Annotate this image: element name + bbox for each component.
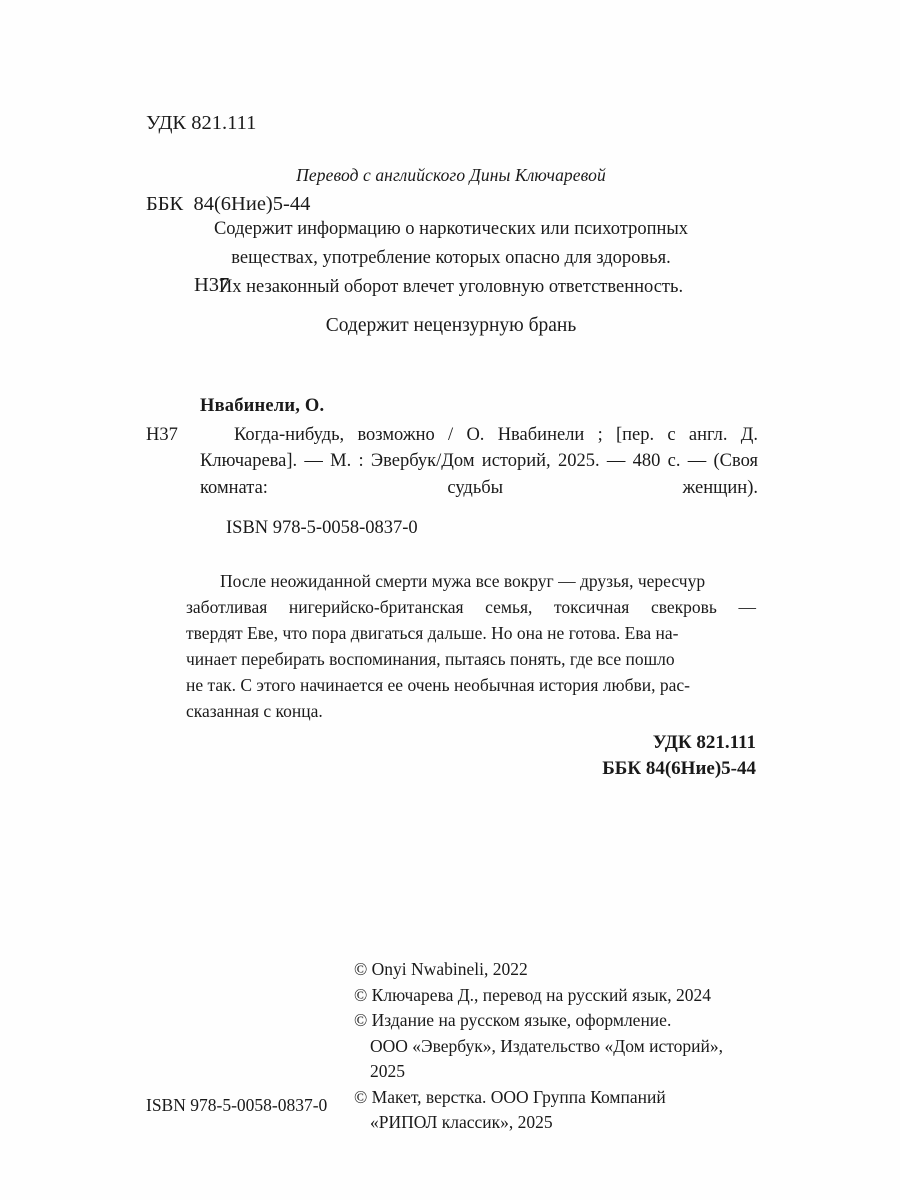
annotation-line-2-word-1: заботливая — [186, 597, 268, 617]
copyright-line-layout-company: «РИПОЛ классик», 2025 — [370, 1112, 553, 1132]
annotation-line-2-word-2: нигерийско-британская — [288, 597, 464, 617]
substance-warning — [146, 215, 756, 302]
record-sigla: Н37 — [146, 424, 178, 445]
udk-code-bottom: УДК 821.111 — [652, 732, 756, 753]
annotation-line-4: чинает перебирать воспоминания, пытаясь понять, где все пошло — [186, 649, 675, 669]
annotation-line-5: не так. С этого начинается ее очень необычная история любви, рас- — [186, 675, 690, 695]
sigla-code-top: Н37 — [194, 274, 230, 296]
copyright-line-translator: © Ключарева Д., перевод на русский язык, 2024 — [354, 984, 712, 1005]
bbk-code-bottom: ББК 84(6Ние)5-44 — [602, 758, 756, 779]
copyright-line-author: © Onyi Nwabineli, 2022 — [354, 959, 528, 979]
substance-warning-line-1: Содержит информацию о наркотических или психотропных — [213, 219, 689, 239]
copyright-line-publisher-year: 2025 — [370, 1061, 405, 1081]
bibliographic-record — [146, 393, 758, 528]
footer-isbn: ISBN 978-5-0058-0837-0 — [146, 1095, 328, 1115]
record-isbn: ISBN 978-5-0058-0837-0 — [226, 518, 418, 538]
translator-credit: Перевод с английского Дины Ключаревой — [296, 165, 606, 185]
copyright-block — [354, 957, 774, 1136]
copyright-line-edition: © Издание на русском языке, оформление. — [354, 1010, 672, 1030]
udk-code-top: УДК 821.111 — [146, 112, 257, 134]
annotation-line-2-word-5: свекровь — [650, 597, 717, 617]
book-annotation — [186, 568, 756, 724]
annotation-line-1: После неожиданной смерти мужа все вокруг — друзья, чересчур — [220, 571, 706, 591]
copyright-line-publisher: ООО «Эвербук», Издательство «Дом историй», — [370, 1035, 723, 1056]
annotation-line-2-word-4: токсичная — [554, 597, 630, 617]
substance-warning-line-2: веществах, употребление которых опасно для здоровья. — [231, 248, 671, 268]
classification-codes-bottom — [602, 730, 756, 782]
classification-codes-top — [146, 56, 310, 353]
record-author: Нвабинели, О. — [200, 396, 325, 416]
record-body — [146, 422, 758, 528]
annotation-line-2-word-3: семья, — [485, 597, 533, 617]
substance-warning-line-3: Их незаконный оборот влечет уголовную ответственность. — [218, 277, 684, 297]
profanity-notice: Содержит нецензурную брань — [325, 315, 577, 336]
copyright-line-layout: © Макет, верстка. ООО Группа Компаний — [354, 1086, 666, 1107]
bbk-code-top: ББК 84(6Ние)5-44 — [146, 193, 311, 215]
record-description: Когда-нибудь, возможно / О. Нвабинели ; [пер. с англ. Д. Ключарева]. — М. : Эвербук/Дом историй, 2025. — 480 с. — (Своя комната: судьбы женщин). — [200, 424, 758, 498]
annotation-line-2 — [186, 594, 756, 620]
annotation-line-3: твердят Еве, что пора двигаться дальше. Но она не готова. Ева на- — [186, 623, 679, 643]
annotation-line-2-word-6: — — [738, 597, 756, 617]
annotation-line-6: сказанная с конца. — [186, 701, 323, 721]
